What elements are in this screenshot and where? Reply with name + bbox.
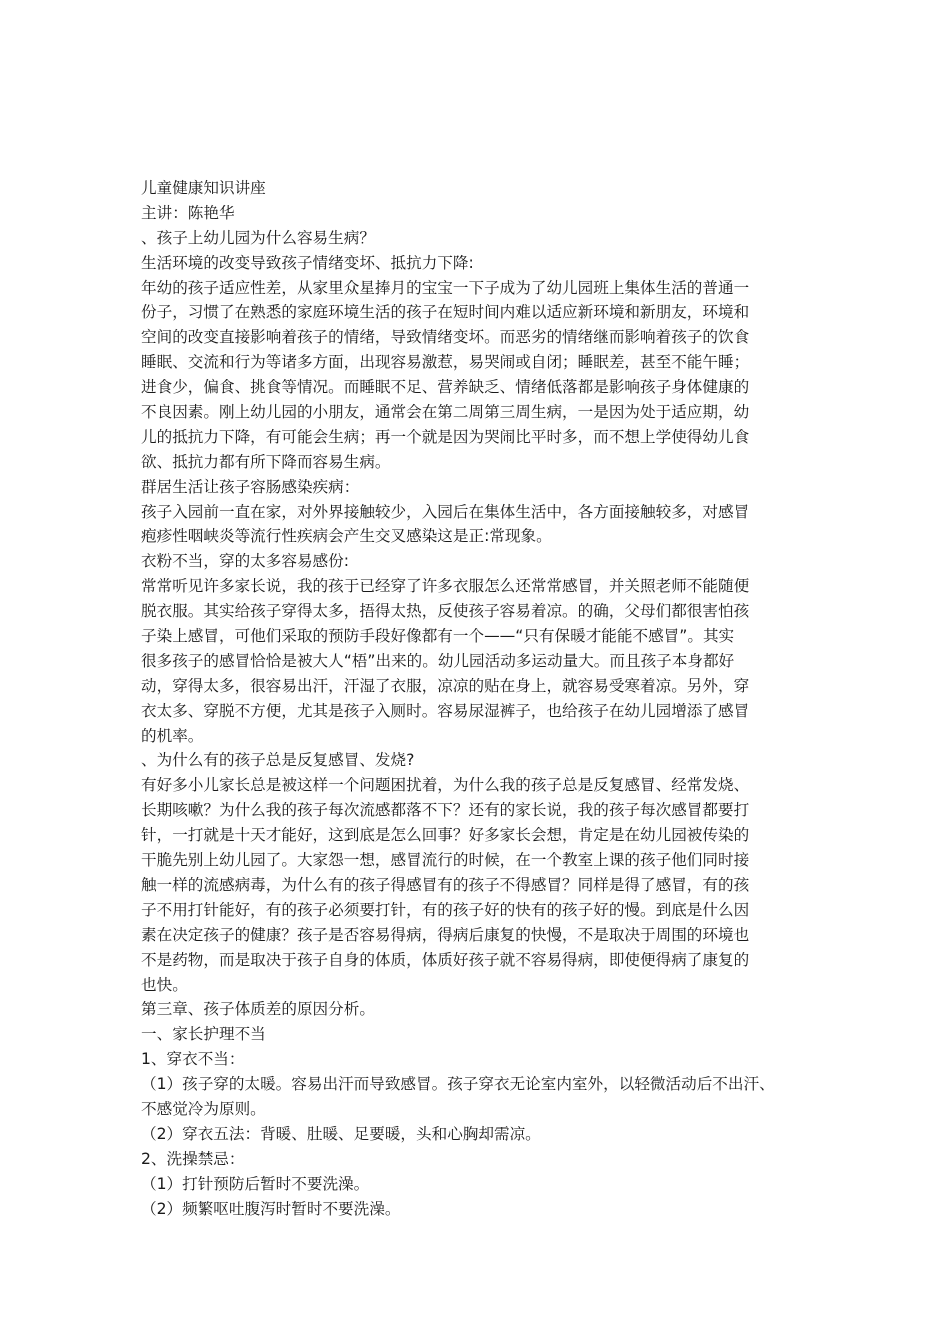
text-line: 睡眠、交流和行为等诸多方面，出现容易激惹，易哭闹或自闭；睡眠差，甚至不能午睡； (141, 353, 750, 372)
text-line: 生活环境的改变导致孩子情绪变坏、抵抗力下降: (141, 253, 474, 272)
text-line: 不是药物，而是取决于孩子自身的体质，体质好孩子就不容易得病，即使便得病了康复的 (141, 950, 750, 969)
text-line: 有好多小儿家长总是被这样一个问题困扰着，为什么我的孩子总是反复感冒、经常发烧、 (141, 776, 750, 795)
text-line: 份子，习惯了在熟悉的家庭环境生活的孩子在短时间内难以适应新环境和新朋友，环境和 (141, 303, 750, 322)
document-title: 儿童健康知识讲座 (141, 179, 266, 197)
text-line: 一、家长护理不当 (141, 1025, 266, 1044)
text-line: 子染上感冒，可他们采取的预防手段好像都有一个——“只有保暖才能能不感冒”。其实 (141, 627, 735, 646)
text-line: 衣粉不当，穿的太多容易感份: (141, 552, 349, 571)
text-line: 欲、抵抗力都有所下降而容易生病。 (141, 452, 391, 471)
document-page (141, 176, 813, 1221)
text-line: 第三章、孩子体质差的原因分析。 (141, 1000, 375, 1019)
text-line: 也快。 (141, 975, 188, 994)
text-line: 1、穿衣不当： (141, 1050, 245, 1069)
text-line: 很多孩子的感冒恰恰是被大人“梧”出来的。幼儿园活动多运动量大。而且孩子本身都好 (141, 651, 735, 670)
text-line: （1）孩子穿的太暖。容易出汗而导致感冒。孩子穿衣无论室内室外，以轻微活动后不出汗、 (141, 1075, 775, 1094)
text-line: 针，一打就是十天才能好，这到底是怎么回事？好多家长会想，肯定是在幼儿园被传染的 (141, 826, 750, 845)
text-line: 疱疹性咽峡炎等流行性疾病会产生交叉感染这是正:常现象。 (141, 527, 552, 546)
text-line: （1）打针预防后暂时不要洗澡。 (141, 1174, 370, 1193)
text-line: 孩子入园前一直在家，对外界接触较少，入园后在集体生活中，各方面接触较多，对感冒 (141, 502, 750, 521)
text-line: 2、洗操禁忌： (141, 1149, 245, 1168)
text-line: （2）穿衣五法：背暖、肚暖、足要暖，头和心胸却需凉。 (141, 1124, 541, 1143)
text-line: 不感觉冷为原则。 (141, 1099, 266, 1118)
text-line: 儿的抵抗力下降，有可能会生病；再一个就是因为哭闹比平时多，而不想上学使得幼儿食 (141, 427, 750, 446)
text-line: 动，穿得太多，很容易出汗，汗湿了衣服，凉凉的贴在身上，就容易受寒着凉。另外，穿 (141, 676, 750, 695)
text-line: 进食少，偏食、挑食等情况。而睡眠不足、营养缺乏、情绪低落都是影响孩子身体健康的 (141, 378, 750, 397)
text-line: 的机率。 (141, 726, 204, 745)
text-line: 、孩子上幼儿园为什么容易生病？ (141, 228, 375, 247)
text-line: 长期咳嗽？为什么我的孩子每次流感都落不下？还有的家长说，我的孩子每次感冒都要打 (141, 801, 750, 820)
text-line: 子不用打针能好，有的孩子必须要打针，有的孩子好的快有的孩子好的慢。到底是什么因 (141, 900, 750, 919)
text-line: 主讲：陈艳华 (141, 203, 235, 222)
text-line: 年幼的孩子适应性差，从家里众星捧月的宝宝一下子成为了幼儿园班上集体生活的普通一 (141, 278, 750, 297)
text-line: 触一样的流感病毒，为什么有的孩子得感冒有的孩子不得感冒？同样是得了感冒，有的孩 (141, 875, 750, 894)
text-line: 、为什么有的孩子总是反复感冒、发烧? (141, 751, 415, 770)
text-line: 不良因素。刚上幼儿园的小朋友，通常会在第二周第三周生病，一是因为处于适应期，幼 (141, 403, 750, 422)
text-line: 脱衣服。其实给孩子穿得太多，捂得太热，反使孩子容易着凉。的确，父母们都很害怕孩 (141, 602, 750, 621)
text-line: 群居生活让孩子容肠感染疾病： (141, 477, 360, 496)
text-line: 常常听见许多家长说，我的孩于已经穿了许多衣服怎么还常常感冒，并关照老师不能随便 (141, 577, 750, 596)
text-line: 素在决定孩子的健康？孩子是否容易得病，得病后康复的快慢，不是取决于周围的环境也 (141, 925, 750, 944)
text-line: （2）频繁呕吐腹泻时暂时不要洗澡。 (141, 1199, 401, 1218)
text-line: 干脆先别上幼儿园了。大家怨一想，感冒流行的时候，在一个教室上课的孩子他们同时接 (141, 851, 750, 870)
text-line: 衣太多、穿脱不方便，尤其是孩子入厕时。容易尿湿裤子，也给孩子在幼儿园增添了感冒 (141, 701, 750, 720)
text-line: 空间的改变直接影响着孩子的情绪，导致情绪变坏。而恶劣的情绪继而影响着孩子的饮食 (141, 328, 750, 347)
